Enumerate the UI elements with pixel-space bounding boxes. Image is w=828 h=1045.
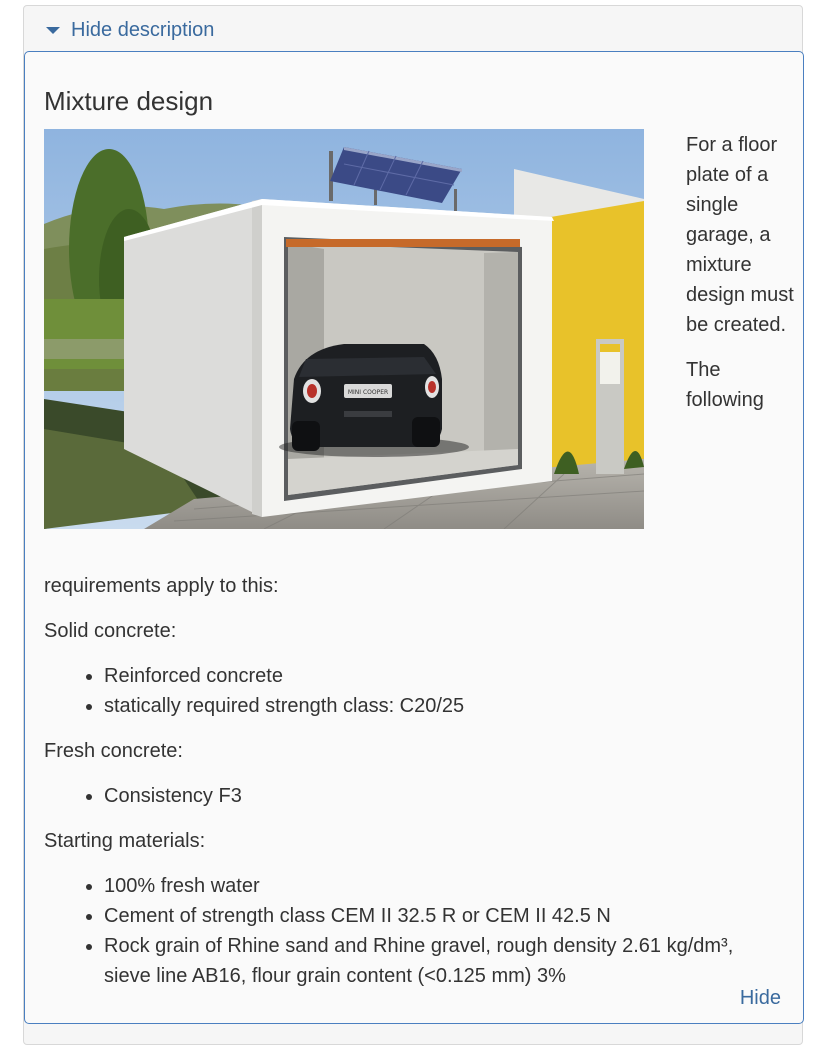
description-panel: [24, 51, 804, 1024]
section-heading-solid-concrete: Solid concrete:: [44, 620, 177, 642]
intro-paragraph-continued: The following: [686, 359, 764, 411]
fresh-concrete-list: [44, 781, 784, 811]
solid-concrete-list: [44, 661, 784, 721]
hide-link[interactable]: Hide: [739, 987, 781, 1009]
requirements-body: [44, 571, 784, 1006]
garage-photo: [44, 129, 644, 529]
list-item: • Rock grain of Rhine sand and Rhine gravel, rough density 2.61 kg/dm³, sieve line AB16, flour grain content (<0.125 mm) 3%: [104, 931, 784, 991]
starting-materials-list: [44, 871, 784, 991]
requirements-intro: requirements apply to this:: [44, 575, 279, 597]
hide-description-toggle[interactable]: [24, 6, 802, 52]
panel-title: Mixture design: [44, 86, 214, 116]
hide-description-label: Hide description: [71, 19, 215, 41]
list-item: • 100% fresh water: [104, 871, 784, 901]
list-item: • statically required strength class: C20/25: [104, 691, 784, 721]
list-item: • Consistency F3: [104, 781, 784, 811]
intro-side-text: [686, 130, 794, 430]
list-item: • Cement of strength class CEM II 32.5 R or CEM II 42.5 N: [104, 901, 784, 931]
caret-down-icon: [46, 27, 60, 34]
list-item: • Reinforced concrete: [104, 661, 784, 691]
intro-paragraph: For a floor plate of a single garage, a mixture design must be created.: [686, 134, 794, 336]
section-heading-starting-materials: Starting materials:: [44, 830, 206, 852]
license-plate: MINI COOPER: [347, 389, 389, 396]
section-heading-fresh-concrete: Fresh concrete:: [44, 740, 183, 762]
